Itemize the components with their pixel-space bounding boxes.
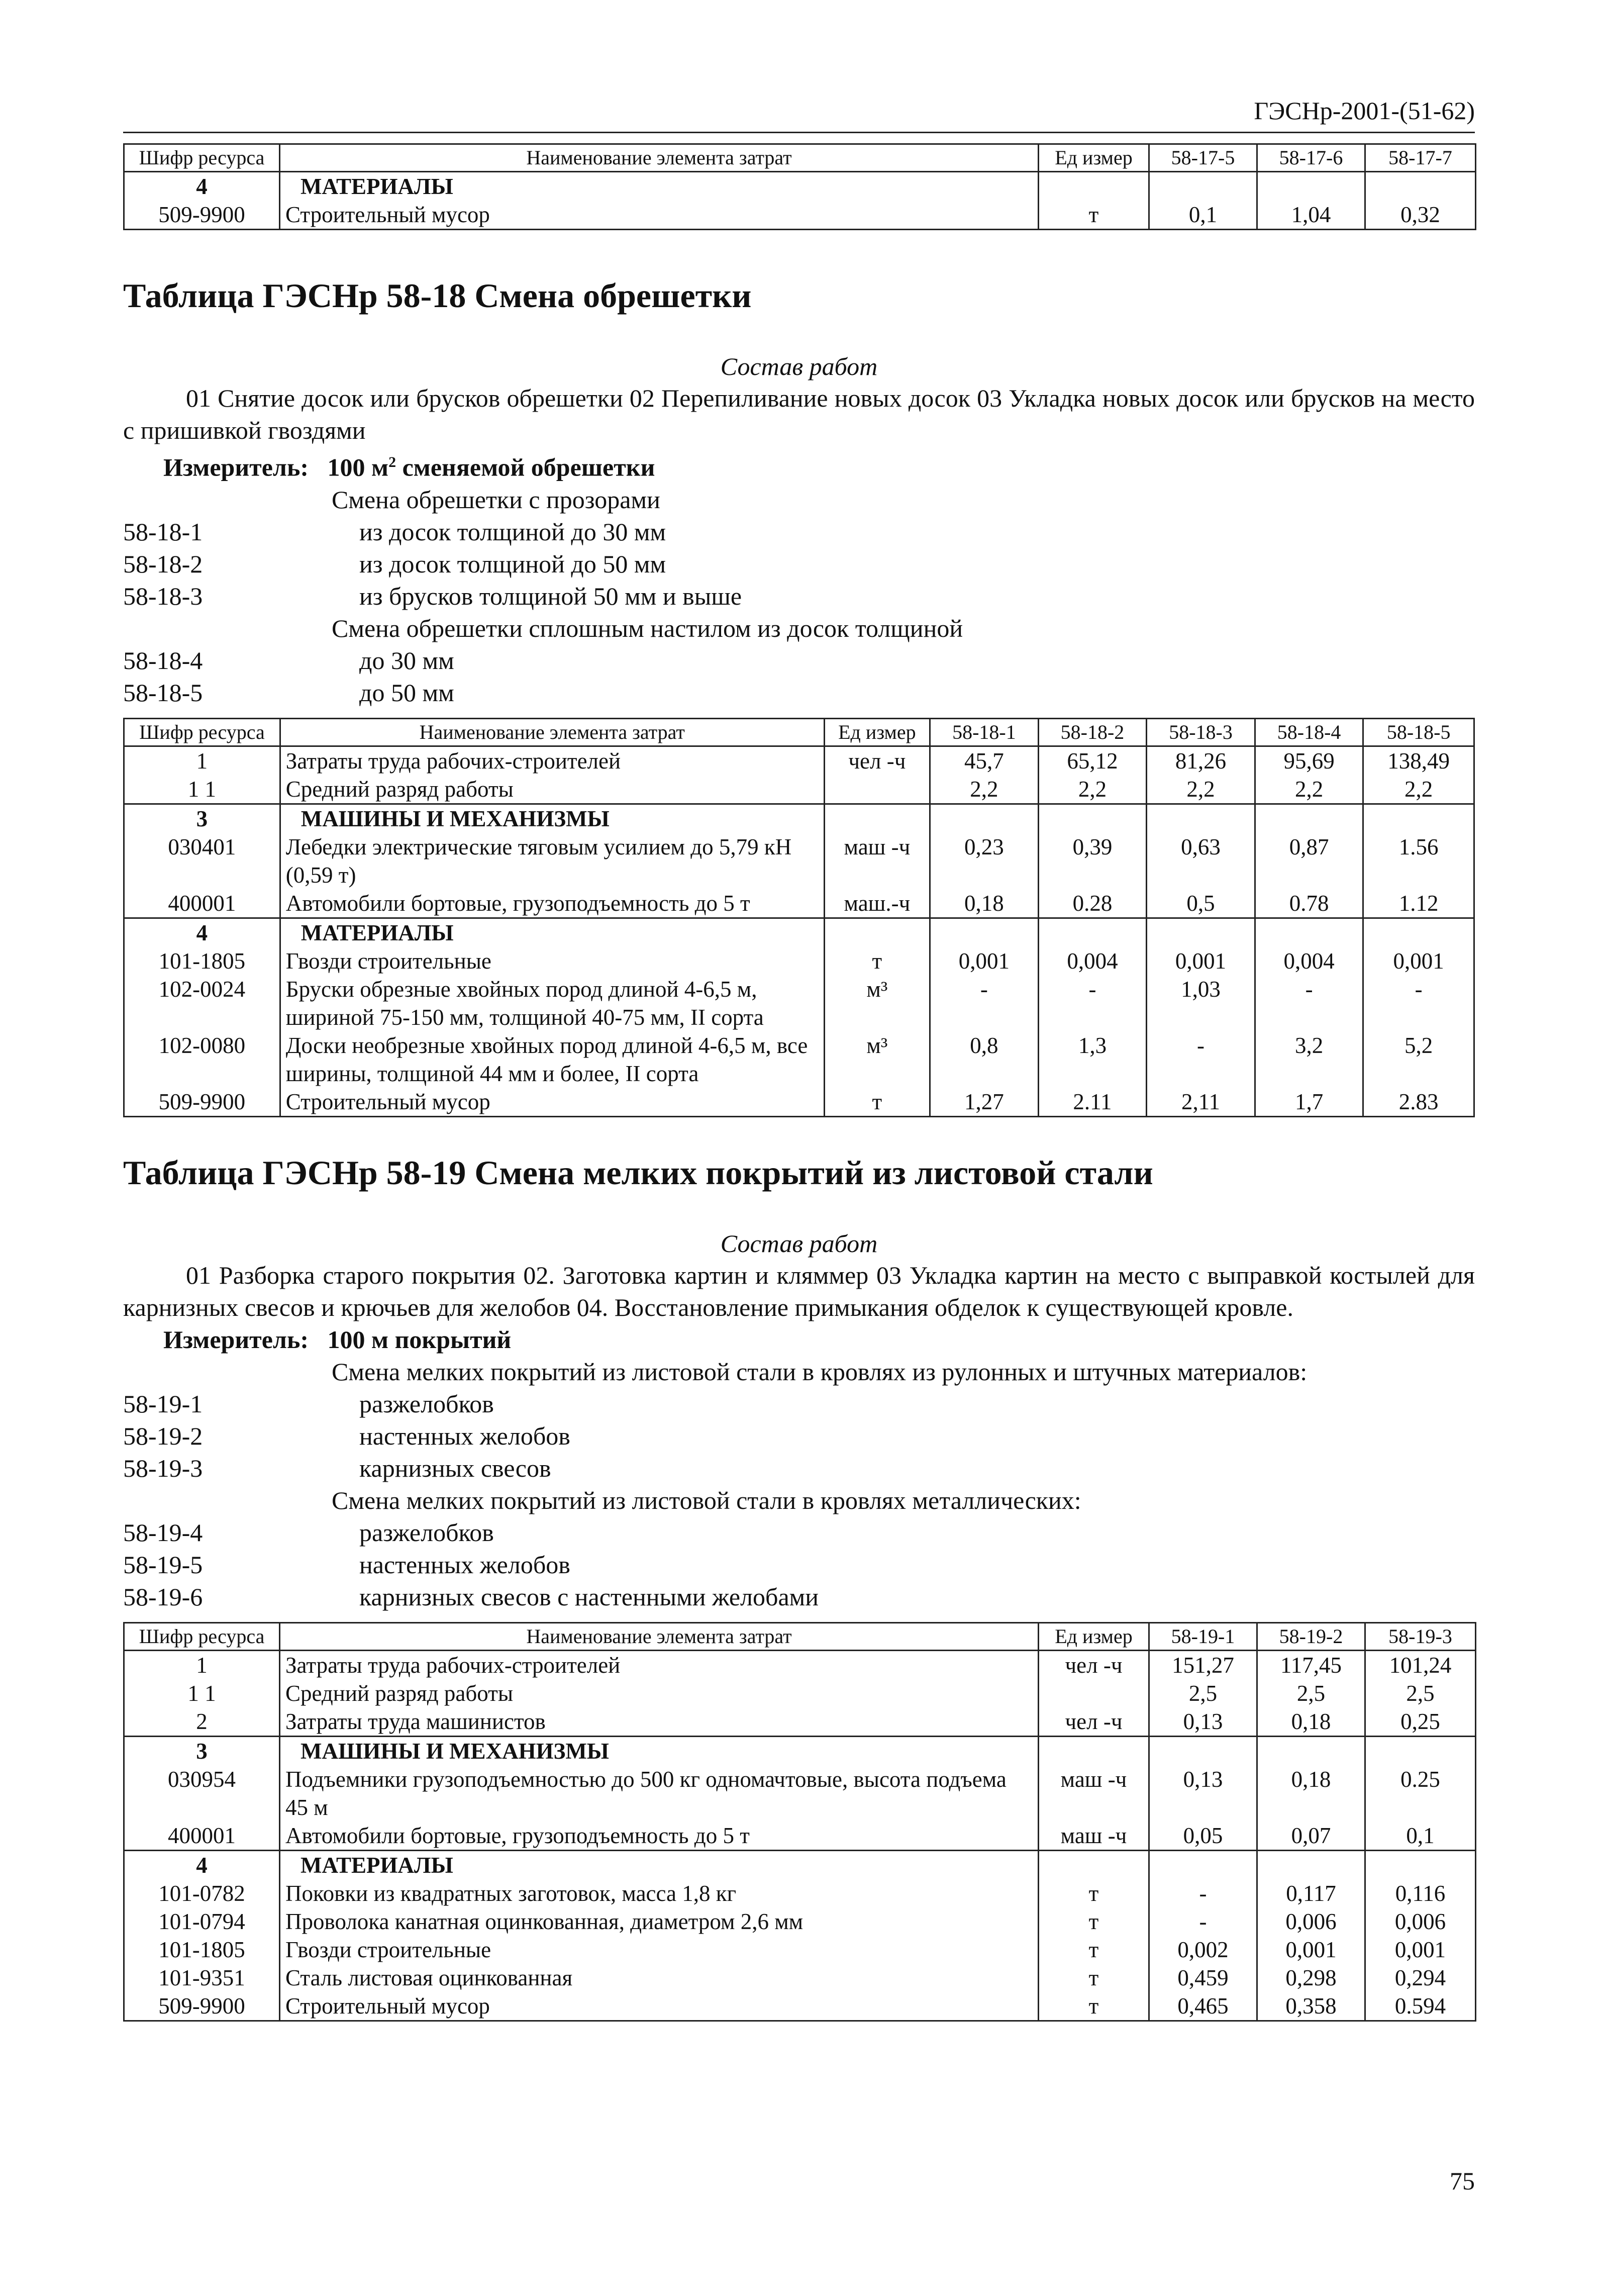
table-row <box>124 1679 1476 1707</box>
resource-name-cell: Поковки из квадратных заготовок, масса 1,8 кг <box>280 1879 1039 1907</box>
resource-name-cell: Гвозди строительные <box>280 947 824 975</box>
resource-name-cell: Строительный мусор <box>280 1088 824 1117</box>
value-cell: 0,18 <box>930 889 1039 918</box>
norm-code: 58-19-6 <box>123 1582 203 1611</box>
value-cell: 0,32 <box>1365 201 1476 230</box>
resource-code-cell: 030954 <box>124 1765 280 1822</box>
resource-code-cell: 101-0782 <box>124 1879 280 1907</box>
resource-name-cell: Строительный мусор <box>280 201 1039 230</box>
resource-code-cell: 4 <box>124 1850 280 1879</box>
value-cell: 81,26 <box>1147 746 1255 775</box>
norm-group-heading: Смена мелких покрытий из листовой стали в кровлях металлических: <box>332 1486 1081 1514</box>
table-row <box>124 201 1476 230</box>
work-composition-text-2: 01 Разборка старого покрытия 02. Заготовка картин и кляммер 03 Укладка картин на место с выправкой костылей для карнизных свесов и крючьев для желобов 04. Восстановление примыкания обделок к существующей кровле. <box>123 1261 1475 1321</box>
norm-group-heading: Смена обрешетки с прозорами <box>332 485 660 514</box>
value-cell: 151,27 <box>1149 1650 1257 1679</box>
section-row <box>124 804 1474 833</box>
column-header: Шифр ресурса <box>124 144 280 172</box>
table-row <box>124 1992 1476 2021</box>
value-cell <box>1149 172 1257 201</box>
value-cell: 1,27 <box>930 1088 1039 1117</box>
value-cell <box>1255 804 1363 833</box>
value-cell: 65,12 <box>1038 746 1147 775</box>
value-cell: 0,117 <box>1257 1879 1365 1907</box>
value-cell: 45,7 <box>930 746 1039 775</box>
value-cell: 0,18 <box>1257 1765 1365 1822</box>
value-cell: 0,8 <box>930 1031 1039 1088</box>
value-cell: 0.28 <box>1038 889 1147 918</box>
norm-description: разжелобков <box>359 1389 494 1418</box>
norm-item <box>123 548 1475 580</box>
value-cell: - <box>1038 975 1147 1031</box>
value-cell <box>1257 172 1365 201</box>
value-cell: 0,1 <box>1149 201 1257 230</box>
resource-code-cell: 509-9900 <box>124 1992 280 2021</box>
value-cell <box>1149 1736 1257 1765</box>
value-cell: 2,2 <box>930 775 1039 804</box>
unit-cell: т <box>1039 1907 1149 1936</box>
value-cell: 0,1 <box>1365 1822 1476 1851</box>
unit-cell <box>1039 1679 1149 1707</box>
resource-code-cell: 4 <box>124 172 280 201</box>
value-cell <box>1363 804 1474 833</box>
table-row <box>124 746 1474 775</box>
value-cell: 0,002 <box>1149 1936 1257 1964</box>
norm-description: до 30 мм <box>359 646 454 675</box>
norm-code: 58-18-5 <box>123 678 203 707</box>
value-cell: 0,004 <box>1038 947 1147 975</box>
value-cell: 5,2 <box>1363 1031 1474 1088</box>
value-cell: 2.83 <box>1363 1088 1474 1117</box>
table-row <box>124 1936 1476 1964</box>
table-row <box>124 1707 1476 1737</box>
value-cell: 1,7 <box>1255 1088 1363 1117</box>
norm-group-heading: Смена мелких покрытий из листовой стали в кровлях из рулонных и штучных материалов: <box>332 1357 1308 1386</box>
value-cell <box>1257 1850 1365 1879</box>
column-header: 58-19-2 <box>1257 1622 1365 1650</box>
resource-code-cell: 102-0024 <box>124 975 280 1031</box>
page-number: 75 <box>1450 2167 1475 2195</box>
table-row <box>124 1088 1474 1117</box>
resource-code-cell: 101-1805 <box>124 1936 280 1964</box>
resource-name-cell: Подъемники грузоподъемностью до 500 кг одномачтовые, высота подъема 45 м <box>280 1765 1039 1822</box>
norm-description: настенных желобов <box>359 1550 570 1579</box>
norm-description: из брусков толщиной 50 мм и выше <box>359 582 742 610</box>
unit-cell: маш -ч <box>1039 1822 1149 1851</box>
column-header: 58-18-5 <box>1363 718 1474 746</box>
resource-code-cell: 101-1805 <box>124 947 280 975</box>
unit-cell: чел -ч <box>824 746 930 775</box>
table-title-58-18: Таблица ГЭСНр 58-18 Смена обрешетки <box>123 276 752 315</box>
column-header: Шифр ресурса <box>124 1622 280 1650</box>
value-cell: 0,001 <box>1147 947 1255 975</box>
table-row <box>124 1879 1476 1907</box>
table-row <box>124 1822 1476 1851</box>
meter-label: Измеритель: <box>163 453 309 482</box>
value-cell: 0,004 <box>1255 947 1363 975</box>
unit-cell: т <box>1039 1936 1149 1964</box>
resource-name-cell: Лебедки электрические тяговым усилием до 5,79 кН (0,59 т) <box>280 833 824 889</box>
value-cell <box>1038 918 1147 947</box>
unit-cell: т <box>824 1088 930 1117</box>
unit-cell: маш.-ч <box>824 889 930 918</box>
value-cell <box>1255 918 1363 947</box>
column-header: 58-17-6 <box>1257 144 1365 172</box>
value-cell: - <box>1149 1879 1257 1907</box>
value-cell: 0,006 <box>1257 1907 1365 1936</box>
work-composition-label-2: Состав работ <box>720 1229 878 1258</box>
unit-cell: т <box>1039 1964 1149 1992</box>
value-cell <box>1365 1850 1476 1879</box>
table-title-58-19: Таблица ГЭСНр 58-19 Смена мелких покрытий из листовой стали <box>123 1153 1153 1192</box>
value-cell: 2,2 <box>1363 775 1474 804</box>
value-cell <box>1147 918 1255 947</box>
column-header: 58-17-5 <box>1149 144 1257 172</box>
value-cell: 0,87 <box>1255 833 1363 889</box>
value-cell <box>1365 172 1476 201</box>
value-cell: 2,2 <box>1038 775 1147 804</box>
value-cell: 0,05 <box>1149 1822 1257 1851</box>
unit-cell: маш -ч <box>1039 1765 1149 1822</box>
table-row <box>124 1650 1476 1679</box>
value-cell: 0,001 <box>1363 947 1474 975</box>
value-cell: 0,18 <box>1257 1707 1365 1737</box>
table-row <box>124 947 1474 975</box>
table-row <box>124 775 1474 804</box>
norm-description: до 50 мм <box>359 678 454 707</box>
resource-code-cell: 400001 <box>124 1822 280 1851</box>
norm-code: 58-19-5 <box>123 1550 203 1579</box>
norm-code: 58-18-3 <box>123 582 203 610</box>
value-cell: 0.594 <box>1365 1992 1476 2021</box>
value-cell: 1,04 <box>1257 201 1365 230</box>
norm-group-heading: Смена обрешетки сплошным настилом из досок толщиной <box>332 614 963 642</box>
value-cell: 2,2 <box>1255 775 1363 804</box>
work-composition-text: 01 Снятие досок или брусков обрешетки 02 Перепиливание новых досок 03 Укладка новых досок или брусков на место с пришивкой гвоздями <box>123 384 1475 444</box>
resource-table-58-19 <box>123 1622 1476 2022</box>
meter-rest: сменяемой обрешетки <box>396 453 655 482</box>
column-header: Ед измер <box>824 718 930 746</box>
norm-description: карнизных свесов <box>359 1454 551 1482</box>
resource-code-cell: 1 <box>124 1650 280 1679</box>
norm-list-58-19 <box>123 1356 1475 1613</box>
unit-cell: т <box>824 947 930 975</box>
unit-cell <box>1039 1736 1149 1765</box>
resource-name-cell: МАТЕРИАЛЫ <box>280 1850 1039 1879</box>
work-composition-label: Состав работ <box>720 352 878 380</box>
column-header: Наименование элемента затрат <box>280 1622 1039 1650</box>
value-cell: - <box>930 975 1039 1031</box>
column-header: 58-18-4 <box>1255 718 1363 746</box>
resource-code-cell: 1 1 <box>124 775 280 804</box>
norm-item <box>123 1549 1475 1581</box>
section-row <box>124 1736 1476 1765</box>
value-cell: 2.11 <box>1038 1088 1147 1117</box>
resource-name-cell: Сталь листовая оцинкованная <box>280 1964 1039 1992</box>
column-header: Ед измер <box>1039 144 1149 172</box>
value-cell <box>1363 918 1474 947</box>
table-row <box>124 1964 1476 1992</box>
value-cell: 2,2 <box>1147 775 1255 804</box>
resource-code-cell: 030401 <box>124 833 280 889</box>
meter-line-2 <box>123 1323 1475 1356</box>
unit-cell <box>824 775 930 804</box>
resource-code-cell: 3 <box>124 804 280 833</box>
value-cell: 0,13 <box>1149 1707 1257 1737</box>
norm-list-58-18 <box>123 484 1475 709</box>
column-header: Наименование элемента затрат <box>280 718 824 746</box>
value-cell: 0,358 <box>1257 1992 1365 2021</box>
resource-name-cell: Средний разряд работы <box>280 775 824 804</box>
table-row <box>124 975 1474 1031</box>
value-cell: 1,03 <box>1147 975 1255 1031</box>
norm-item <box>123 1452 1475 1484</box>
resource-code-cell: 509-9900 <box>124 1088 280 1117</box>
value-cell: 0,13 <box>1149 1765 1257 1822</box>
resource-code-cell: 2 <box>124 1707 280 1737</box>
unit-cell <box>1039 1850 1149 1879</box>
value-cell: 0,25 <box>1365 1707 1476 1737</box>
unit-cell <box>824 804 930 833</box>
value-cell: 95,69 <box>1255 746 1363 775</box>
value-cell: 117,45 <box>1257 1650 1365 1679</box>
value-cell: 2,5 <box>1149 1679 1257 1707</box>
resource-table-58-18 <box>123 718 1475 1117</box>
column-header: 58-18-1 <box>930 718 1039 746</box>
value-cell: 0.25 <box>1365 1765 1476 1822</box>
value-cell: 0,116 <box>1365 1879 1476 1907</box>
value-cell: 0,001 <box>1365 1936 1476 1964</box>
norm-item <box>123 1420 1475 1452</box>
resource-name-cell: МАТЕРИАЛЫ <box>280 172 1039 201</box>
norm-code: 58-18-1 <box>123 517 203 546</box>
resource-table-58-17 <box>123 143 1476 230</box>
resource-name-cell: МАТЕРИАЛЫ <box>280 918 824 947</box>
value-cell: 0,006 <box>1365 1907 1476 1936</box>
norm-item <box>123 1388 1475 1420</box>
value-cell: 0,294 <box>1365 1964 1476 1992</box>
unit-cell: чел -ч <box>1039 1650 1149 1679</box>
document-page <box>123 95 1475 2022</box>
norm-code: 58-19-1 <box>123 1389 203 1418</box>
value-cell: 0,001 <box>1257 1936 1365 1964</box>
value-cell: 0,63 <box>1147 833 1255 889</box>
norm-description: настенных желобов <box>359 1421 570 1450</box>
unit-cell: маш -ч <box>824 833 930 889</box>
value-cell: - <box>1147 1031 1255 1088</box>
column-header: 58-19-3 <box>1365 1622 1476 1650</box>
unit-cell: т <box>1039 201 1149 230</box>
unit-cell: м³ <box>824 975 930 1031</box>
value-cell: 2,5 <box>1257 1679 1365 1707</box>
column-header: Шифр ресурса <box>124 718 280 746</box>
norm-item <box>123 1581 1475 1613</box>
resource-code-cell: 102-0080 <box>124 1031 280 1088</box>
value-cell: 0,459 <box>1149 1964 1257 1992</box>
value-cell: 101,24 <box>1365 1650 1476 1679</box>
section-row <box>124 1850 1476 1879</box>
meter-value-2: 100 м покрытий <box>327 1325 512 1354</box>
resource-name-cell: Автомобили бортовые, грузоподъемность до 5 т <box>280 1822 1039 1851</box>
value-cell: 0,5 <box>1147 889 1255 918</box>
norm-item <box>123 1516 1475 1549</box>
table-row <box>124 833 1474 889</box>
value-cell: 2,11 <box>1147 1088 1255 1117</box>
value-cell: 1.56 <box>1363 833 1474 889</box>
value-cell <box>1149 1850 1257 1879</box>
resource-name-cell: Проволока канатная оцинкованная, диаметром 2,6 мм <box>280 1907 1039 1936</box>
norm-code: 58-19-3 <box>123 1454 203 1482</box>
norm-description: разжелобков <box>359 1518 494 1547</box>
column-header: 58-18-3 <box>1147 718 1255 746</box>
column-header: 58-17-7 <box>1365 144 1476 172</box>
meter-sup: 2 <box>388 454 396 470</box>
unit-cell <box>1039 172 1149 201</box>
meter-label-2: Измеритель: <box>163 1325 309 1354</box>
value-cell: 1.12 <box>1363 889 1474 918</box>
resource-name-cell: Затраты труда машинистов <box>280 1707 1039 1737</box>
value-cell: - <box>1149 1907 1257 1936</box>
value-cell: 0,39 <box>1038 833 1147 889</box>
value-cell <box>930 918 1039 947</box>
column-header: Наименование элемента затрат <box>280 144 1039 172</box>
meter-line <box>123 446 1475 484</box>
value-cell <box>1038 804 1147 833</box>
running-header: ГЭСНр-2001-(51-62) <box>1254 97 1475 125</box>
value-cell: 0,001 <box>930 947 1039 975</box>
resource-name-cell: Бруски обрезные хвойных пород длиной 4-6,5 м, шириной 75-150 мм, толщиной 40-75 мм, II сорта <box>280 975 824 1031</box>
value-cell: 2,5 <box>1365 1679 1476 1707</box>
table-row <box>124 889 1474 918</box>
resource-name-cell: Затраты труда рабочих-строителей <box>280 746 824 775</box>
table-row <box>124 1907 1476 1936</box>
resource-code-cell: 509-9900 <box>124 201 280 230</box>
value-cell: - <box>1363 975 1474 1031</box>
value-cell: 0,07 <box>1257 1822 1365 1851</box>
resource-name-cell: Строительный мусор <box>280 1992 1039 2021</box>
norm-code: 58-19-4 <box>123 1518 203 1547</box>
value-cell <box>930 804 1039 833</box>
table-row <box>124 1031 1474 1088</box>
column-header: Ед измер <box>1039 1622 1149 1650</box>
norm-item <box>123 580 1475 612</box>
value-cell: 0,298 <box>1257 1964 1365 1992</box>
norm-code: 58-18-2 <box>123 549 203 578</box>
unit-cell: м³ <box>824 1031 930 1088</box>
value-cell: 138,49 <box>1363 746 1474 775</box>
value-cell <box>1365 1736 1476 1765</box>
unit-cell: т <box>1039 1992 1149 2021</box>
resource-code-cell: 400001 <box>124 889 280 918</box>
resource-name-cell: МАШИНЫ И МЕХАНИЗМЫ <box>280 1736 1039 1765</box>
value-cell: 1,3 <box>1038 1031 1147 1088</box>
resource-code-cell: 101-9351 <box>124 1964 280 1992</box>
section-row <box>124 918 1474 947</box>
value-cell: 3,2 <box>1255 1031 1363 1088</box>
norm-code: 58-18-4 <box>123 646 203 675</box>
norm-item <box>123 516 1475 548</box>
column-header: 58-18-2 <box>1038 718 1147 746</box>
value-cell: - <box>1255 975 1363 1031</box>
resource-name-cell: Гвозди строительные <box>280 1936 1039 1964</box>
resource-name-cell: Затраты труда рабочих-строителей <box>280 1650 1039 1679</box>
column-header: 58-19-1 <box>1149 1622 1257 1650</box>
norm-description: карнизных свесов с настенными желобами <box>359 1582 819 1611</box>
unit-cell: т <box>1039 1879 1149 1907</box>
resource-code-cell: 3 <box>124 1736 280 1765</box>
resource-name-cell: Автомобили бортовые, грузоподъемность до 5 т <box>280 889 824 918</box>
resource-code-cell: 1 1 <box>124 1679 280 1707</box>
value-cell <box>1147 804 1255 833</box>
unit-cell <box>824 918 930 947</box>
meter-value: 100 м <box>327 453 389 482</box>
value-cell: 0,23 <box>930 833 1039 889</box>
resource-name-cell: Доски необрезные хвойных пород длиной 4-6,5 м, все ширины, толщиной 44 мм и более, II сорта <box>280 1031 824 1088</box>
norm-item <box>123 644 1475 677</box>
section-row <box>124 172 1476 201</box>
value-cell: 0,465 <box>1149 1992 1257 2021</box>
resource-code-cell: 4 <box>124 918 280 947</box>
norm-description: из досок толщиной до 50 мм <box>359 549 666 578</box>
value-cell <box>1257 1736 1365 1765</box>
table-row <box>124 1765 1476 1822</box>
norm-code: 58-19-2 <box>123 1421 203 1450</box>
norm-item <box>123 677 1475 709</box>
resource-code-cell: 101-0794 <box>124 1907 280 1936</box>
resource-name-cell: Средний разряд работы <box>280 1679 1039 1707</box>
norm-description: из досок толщиной до 30 мм <box>359 517 666 546</box>
unit-cell: чел -ч <box>1039 1707 1149 1737</box>
resource-name-cell: МАШИНЫ И МЕХАНИЗМЫ <box>280 804 824 833</box>
value-cell: 0.78 <box>1255 889 1363 918</box>
resource-code-cell: 1 <box>124 746 280 775</box>
